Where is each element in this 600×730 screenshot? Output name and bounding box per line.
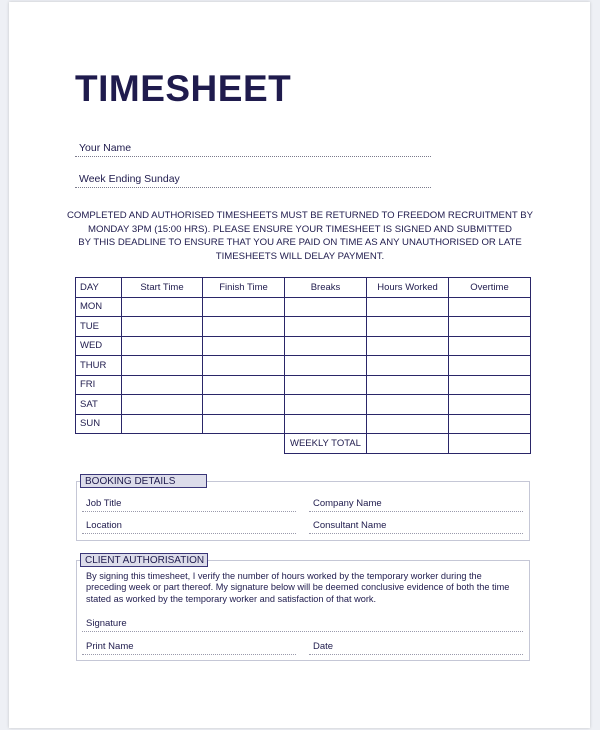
breaks-cell[interactable] <box>285 356 367 376</box>
booking-details-heading: BOOKING DETAILS <box>80 474 207 488</box>
day-label: MON <box>76 297 122 317</box>
client-authorisation-heading: CLIENT AUTHORISATION <box>80 553 208 567</box>
notice-line: MONDAY 3PM (15:00 HRS). PLEASE ENSURE YOUR TIMESHEET IS SIGNED AND SUBMITTED <box>87 223 512 235</box>
breaks-cell[interactable] <box>285 414 367 434</box>
overtime-cell[interactable] <box>449 395 531 415</box>
table-row <box>76 375 531 395</box>
timesheet-table <box>75 277 531 454</box>
hours-worked-cell[interactable] <box>367 414 449 434</box>
header-hours-worked: Hours Worked <box>367 278 449 298</box>
overtime-cell[interactable] <box>449 414 531 434</box>
breaks-cell[interactable] <box>285 375 367 395</box>
authorisation-statement <box>86 571 522 605</box>
date-field[interactable]: Date <box>309 641 523 655</box>
hours-worked-cell[interactable] <box>367 375 449 395</box>
overtime-cell[interactable] <box>449 336 531 356</box>
table-row <box>76 317 531 337</box>
header-finish-time: Finish Time <box>203 278 285 298</box>
breaks-cell[interactable] <box>285 395 367 415</box>
finish-time-cell[interactable] <box>203 375 285 395</box>
hours-worked-cell[interactable] <box>367 317 449 337</box>
header-breaks: Breaks <box>285 278 367 298</box>
weekly-total-overtime-cell[interactable] <box>449 434 531 454</box>
consultant-name-field[interactable]: Consultant Name <box>309 520 523 534</box>
start-time-cell[interactable] <box>122 297 203 317</box>
hours-worked-cell[interactable] <box>367 297 449 317</box>
overtime-cell[interactable] <box>449 297 531 317</box>
weekly-total-row <box>76 434 531 454</box>
notice-line: TIMESHEETS WILL DELAY PAYMENT. <box>215 250 385 262</box>
table-row <box>76 356 531 376</box>
start-time-cell[interactable] <box>122 414 203 434</box>
hours-worked-cell[interactable] <box>367 395 449 415</box>
finish-time-cell[interactable] <box>203 395 285 415</box>
header-overtime: Overtime <box>449 278 531 298</box>
breaks-cell[interactable] <box>285 336 367 356</box>
statement-line: stated as worked by the temporary worker and satisfaction of that work. <box>86 593 377 604</box>
finish-time-cell[interactable] <box>203 297 285 317</box>
table-row <box>76 414 531 434</box>
signature-field[interactable]: Signature <box>82 618 523 632</box>
weekly-total-label: WEEKLY TOTAL <box>285 434 367 454</box>
hours-worked-cell[interactable] <box>367 356 449 376</box>
header-day: DAY <box>76 278 122 298</box>
company-name-field[interactable]: Company Name <box>309 498 523 512</box>
finish-time-cell[interactable] <box>203 356 285 376</box>
deadline-notice <box>65 209 535 263</box>
overtime-cell[interactable] <box>449 375 531 395</box>
your-name-field[interactable]: Your Name <box>75 142 431 157</box>
statement-line: preceding week or part thereof. My signature below will be deemed conclusive evidence of both the time <box>86 582 510 593</box>
finish-time-cell[interactable] <box>203 414 285 434</box>
job-title-field[interactable]: Job Title <box>82 498 296 512</box>
header-start-time: Start Time <box>122 278 203 298</box>
overtime-cell[interactable] <box>449 356 531 376</box>
breaks-cell[interactable] <box>285 297 367 317</box>
notice-line: COMPLETED AND AUTHORISED TIMESHEETS MUST BE RETURNED TO FREEDOM RECRUITMENT BY <box>66 210 534 221</box>
page-title: TIMESHEET <box>75 68 292 109</box>
weekly-total-hours-cell[interactable] <box>367 434 449 454</box>
start-time-cell[interactable] <box>122 356 203 376</box>
overtime-cell[interactable] <box>449 317 531 337</box>
hours-worked-cell[interactable] <box>367 336 449 356</box>
table-row <box>76 297 531 317</box>
start-time-cell[interactable] <box>122 395 203 415</box>
finish-time-cell[interactable] <box>203 317 285 337</box>
finish-time-cell[interactable] <box>203 336 285 356</box>
day-label: SUN <box>76 414 122 434</box>
day-label: WED <box>76 336 122 356</box>
start-time-cell[interactable] <box>122 317 203 337</box>
day-label: THUR <box>76 356 122 376</box>
day-label: SAT <box>76 395 122 415</box>
day-label: TUE <box>76 317 122 337</box>
table-row <box>76 336 531 356</box>
start-time-cell[interactable] <box>122 336 203 356</box>
table-row <box>76 395 531 415</box>
day-label: FRI <box>76 375 122 395</box>
print-name-field[interactable]: Print Name <box>82 641 296 655</box>
table-header-row <box>76 278 531 298</box>
week-ending-field[interactable]: Week Ending Sunday <box>75 173 431 188</box>
notice-line: BY THIS DEADLINE TO ENSURE THAT YOU ARE PAID ON TIME AS ANY UNAUTHORISED OR LATE <box>78 237 522 249</box>
breaks-cell[interactable] <box>285 317 367 337</box>
location-field[interactable]: Location <box>82 520 296 534</box>
statement-line: By signing this timesheet, I verify the number of hours worked by the temporary worker during the <box>86 571 482 581</box>
start-time-cell[interactable] <box>122 375 203 395</box>
